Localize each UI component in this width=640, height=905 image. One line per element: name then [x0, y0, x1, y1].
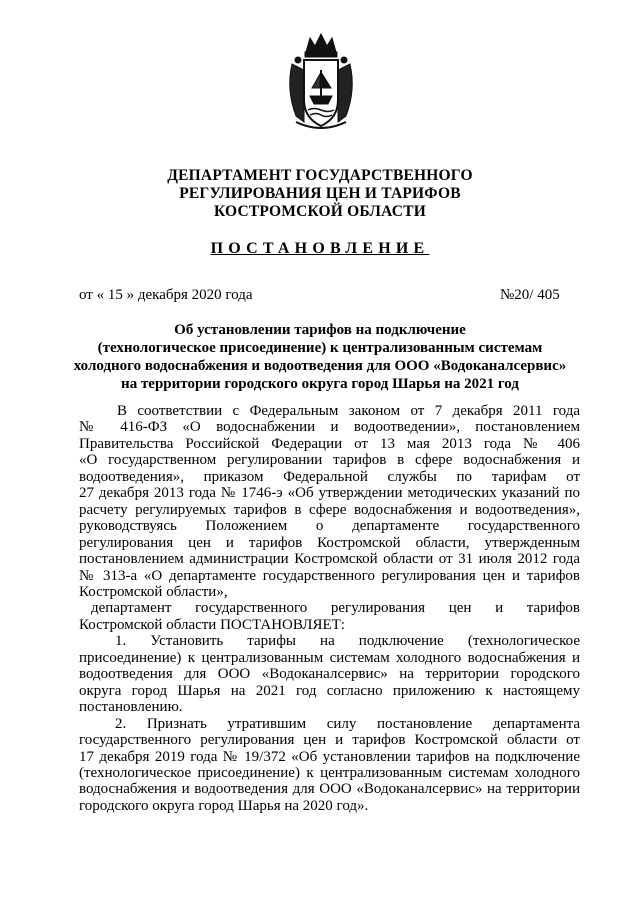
subject-line: холодного водоснабжения и водоотведения для ООО «Водоканалсервис» [73, 358, 567, 374]
body-line: Правительства Российской Федерации от 13 мая 2013 года № 406 [79, 435, 580, 452]
body-line: В соответствии с Федеральным законом от 7 декабря 2011 года [117, 403, 580, 419]
subject-line: на территории городского округа город Шарья на 2021 год [121, 376, 519, 392]
body-line: департамент государственного регулирования цен и тарифов [91, 600, 580, 617]
document-subject [60, 321, 580, 393]
department-name [0, 167, 640, 221]
body-line: постановлением администрации Костромской области от 31 июля 2012 года [79, 551, 580, 568]
body-line: городского округа город Шарья на 2020 год». [79, 797, 369, 814]
body-line: Костромской области ПОСТАНОВЛЯЕТ: [79, 616, 345, 633]
body-line: водоснабжения и водоотведения для ООО «Водоканалсервис» на территории [79, 781, 580, 798]
document-body [79, 403, 580, 814]
body-line: 1. Установить тарифы на подключение (технологическое [115, 633, 580, 650]
body-line: руководствуясь Положением о департаменте государственного [79, 518, 580, 535]
body-line: «О государственном регулировании тарифов в сфере водоснабжения и [79, 452, 580, 469]
body-line: № 416-ФЗ «О водоснабжении и водоотведении», постановлением [79, 419, 580, 436]
body-line: Костромской области», [79, 583, 228, 600]
department-line: РЕГУЛИРОВАНИЯ ЦЕН И ТАРИФОВ [179, 185, 461, 202]
department-line: ДЕПАРТАМЕНТ ГОСУДАРСТВЕННОГО [167, 167, 473, 184]
document-type [0, 240, 640, 258]
body-line: государственного регулирования цен и тарифов Костромской области от [79, 732, 580, 749]
body-line: присоединение) к централизованным системам холодного водоснабжения и [79, 649, 580, 666]
document-type-label: ПОСТАНОВЛЕНИЕ [210, 240, 430, 257]
document-number: №20/ 405 [500, 287, 560, 303]
body-line: регулирования цен и тарифов Костромской области, утвержденным [79, 534, 580, 551]
kostroma-coat-of-arms-icon [284, 30, 358, 130]
body-line: 2. Признать утратившим силу постановление департамента [115, 715, 580, 732]
department-line: КОСТРОМСКОЙ ОБЛАСТИ [213, 203, 426, 220]
body-line: водоотведения для ООО «Водоканалсервис» на территории городского [79, 666, 580, 683]
body-line: водоотведения», приказом Федеральной службы по тарифам от [79, 468, 580, 485]
document-date: от « 15 » декабря 2020 года [79, 287, 253, 303]
subject-line: (технологическое присоединение) к централизованным системам [97, 340, 543, 356]
subject-line: Об установлении тарифов на подключение [174, 322, 466, 338]
body-line: № 313-а «О департаменте государственного регулирования цен и тарифов [79, 567, 580, 584]
body-line: 27 декабря 2013 года № 1746-э «Об утверждении методических указаний по [79, 485, 580, 502]
body-line: 17 декабря 2019 года № 19/372 «Об установлении тарифов на подключение [79, 748, 580, 765]
body-line: расчету регулируемых тарифов в сфере водоснабжения и водоотведения», [79, 501, 580, 518]
body-line: (технологическое присоединение) к централизованным системам холодного [79, 764, 580, 781]
body-line: постановлению. [79, 699, 183, 716]
body-line: округа город Шарья на 2021 год согласно приложению к настоящему [79, 682, 580, 699]
